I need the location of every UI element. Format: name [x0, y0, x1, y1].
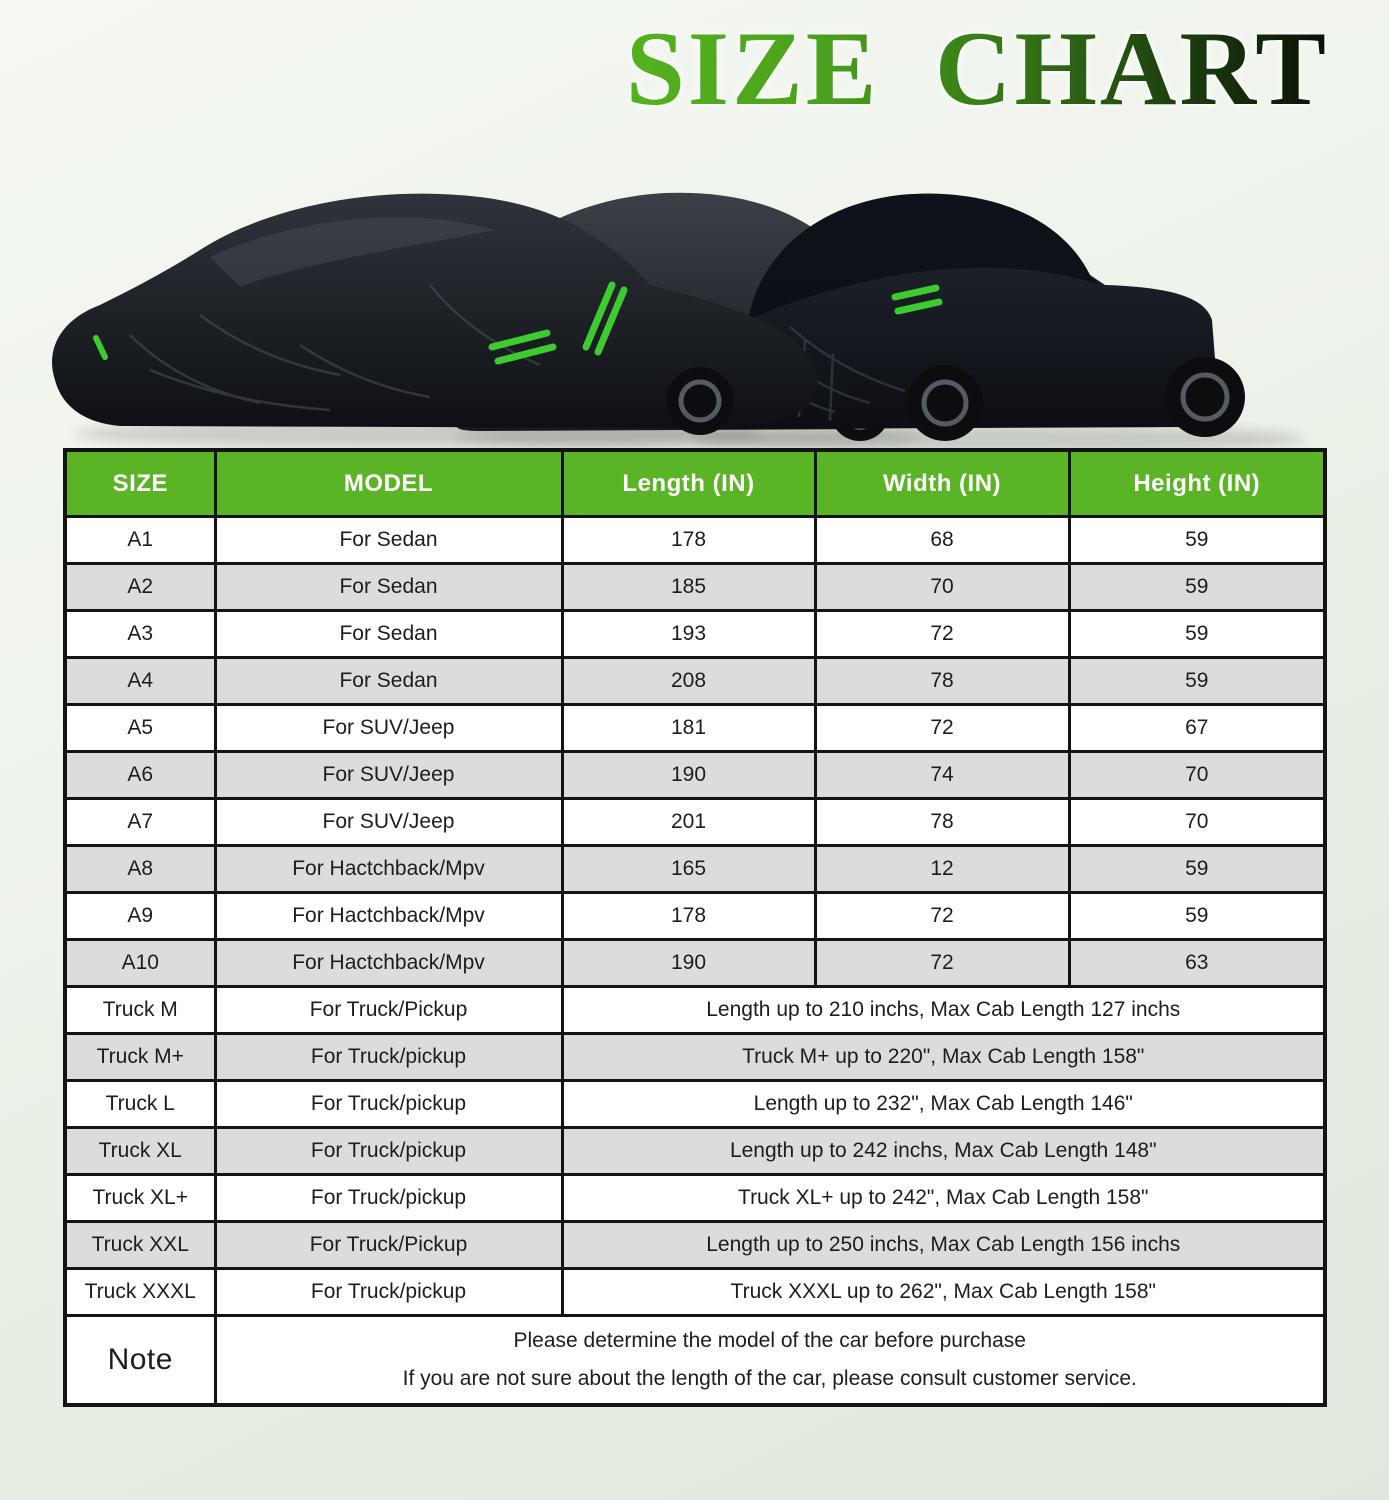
model-cell: For Truck/pickup — [215, 1081, 562, 1128]
width-cell: 72 — [815, 893, 1069, 940]
model-cell: For Truck/pickup — [215, 1034, 562, 1081]
details-cell: Length up to 210 inchs, Max Cab Length 127 inchs — [562, 987, 1325, 1034]
details-cell: Truck XXXL up to 262", Max Cab Length 158" — [562, 1269, 1325, 1316]
table-row — [65, 1081, 1325, 1128]
size-chart-table — [63, 448, 1327, 1407]
size-cell: Truck XL+ — [65, 1175, 215, 1222]
size-cell: A9 — [65, 893, 215, 940]
width-cell: 78 — [815, 799, 1069, 846]
note-text — [215, 1316, 1325, 1406]
details-cell: Length up to 232", Max Cab Length 146" — [562, 1081, 1325, 1128]
table-row — [65, 1034, 1325, 1081]
size-cell: A4 — [65, 658, 215, 705]
size-cell: Truck L — [65, 1081, 215, 1128]
length-cell: 190 — [562, 752, 815, 799]
width-cell: 70 — [815, 564, 1069, 611]
length-cell: 181 — [562, 705, 815, 752]
width-cell: 72 — [815, 705, 1069, 752]
length-cell: 193 — [562, 611, 815, 658]
model-cell: For Truck/pickup — [215, 1128, 562, 1175]
size-cell: A10 — [65, 940, 215, 987]
note-line-2: If you are not sure about the length of the car, please consult customer service. — [402, 1367, 1137, 1390]
header-row — [65, 450, 1325, 517]
size-cell: Truck M+ — [65, 1034, 215, 1081]
size-cell: A6 — [65, 752, 215, 799]
column-header-height: Height (IN) — [1069, 450, 1325, 517]
column-header-length: Length (IN) — [562, 450, 815, 517]
height-cell: 59 — [1069, 517, 1325, 564]
column-header-width: Width (IN) — [815, 450, 1069, 517]
height-cell: 59 — [1069, 564, 1325, 611]
table-row — [65, 611, 1325, 658]
size-cell: Truck XXXL — [65, 1269, 215, 1316]
length-cell: 165 — [562, 846, 815, 893]
table-row — [65, 1222, 1325, 1269]
width-cell: 68 — [815, 517, 1069, 564]
height-cell: 59 — [1069, 846, 1325, 893]
size-cell: A8 — [65, 846, 215, 893]
table-row — [65, 846, 1325, 893]
hero-image-covered-cars — [0, 135, 1389, 455]
details-cell: Truck M+ up to 220", Max Cab Length 158" — [562, 1034, 1325, 1081]
table-row — [65, 940, 1325, 987]
table-row — [65, 1128, 1325, 1175]
model-cell: For Hactchback/Mpv — [215, 846, 562, 893]
details-cell: Length up to 250 inchs, Max Cab Length 156 inchs — [562, 1222, 1325, 1269]
height-cell: 59 — [1069, 893, 1325, 940]
model-cell: For Sedan — [215, 611, 562, 658]
model-cell: For SUV/Jeep — [215, 752, 562, 799]
table-row — [65, 893, 1325, 940]
model-cell: For Sedan — [215, 658, 562, 705]
size-cell: A7 — [65, 799, 215, 846]
table-row — [65, 987, 1325, 1034]
table-row — [65, 1269, 1325, 1316]
size-cell: A2 — [65, 564, 215, 611]
model-cell: For Truck/Pickup — [215, 1222, 562, 1269]
model-cell: For SUV/Jeep — [215, 705, 562, 752]
column-header-size: SIZE — [65, 450, 215, 517]
details-cell: Length up to 242 inchs, Max Cab Length 148" — [562, 1128, 1325, 1175]
table-row — [65, 752, 1325, 799]
table-row — [65, 658, 1325, 705]
size-cell: Truck XXL — [65, 1222, 215, 1269]
length-cell: 201 — [562, 799, 815, 846]
model-cell: For Sedan — [215, 564, 562, 611]
size-cell: A1 — [65, 517, 215, 564]
table-row — [65, 564, 1325, 611]
length-cell: 208 — [562, 658, 815, 705]
height-cell: 67 — [1069, 705, 1325, 752]
size-cell: Truck M — [65, 987, 215, 1034]
model-cell: For Truck/pickup — [215, 1175, 562, 1222]
note-row — [65, 1316, 1325, 1406]
size-cell: A3 — [65, 611, 215, 658]
model-cell: For Hactchback/Mpv — [215, 893, 562, 940]
height-cell: 59 — [1069, 658, 1325, 705]
details-cell: Truck XL+ up to 242", Max Cab Length 158" — [562, 1175, 1325, 1222]
width-cell: 74 — [815, 752, 1069, 799]
length-cell: 185 — [562, 564, 815, 611]
note-line-1: Please determine the model of the car before purchase — [513, 1328, 1026, 1352]
height-cell: 70 — [1069, 799, 1325, 846]
note-label: Note — [65, 1316, 215, 1406]
width-cell: 78 — [815, 658, 1069, 705]
model-cell: For Hactchback/Mpv — [215, 940, 562, 987]
height-cell: 70 — [1069, 752, 1325, 799]
model-cell: For Sedan — [215, 517, 562, 564]
length-cell: 178 — [562, 893, 815, 940]
table-row — [65, 799, 1325, 846]
model-cell: For Truck/pickup — [215, 1269, 562, 1316]
page-title: SIZE CHART — [625, 10, 1329, 127]
model-cell: For Truck/Pickup — [215, 987, 562, 1034]
table-row — [65, 1175, 1325, 1222]
width-cell: 72 — [815, 611, 1069, 658]
size-cell: A5 — [65, 705, 215, 752]
width-cell: 72 — [815, 940, 1069, 987]
model-cell: For SUV/Jeep — [215, 799, 562, 846]
size-cell: Truck XL — [65, 1128, 215, 1175]
length-cell: 178 — [562, 517, 815, 564]
height-cell: 63 — [1069, 940, 1325, 987]
table-row — [65, 517, 1325, 564]
column-header-model: MODEL — [215, 450, 562, 517]
width-cell: 12 — [815, 846, 1069, 893]
table-row — [65, 705, 1325, 752]
length-cell: 190 — [562, 940, 815, 987]
height-cell: 59 — [1069, 611, 1325, 658]
